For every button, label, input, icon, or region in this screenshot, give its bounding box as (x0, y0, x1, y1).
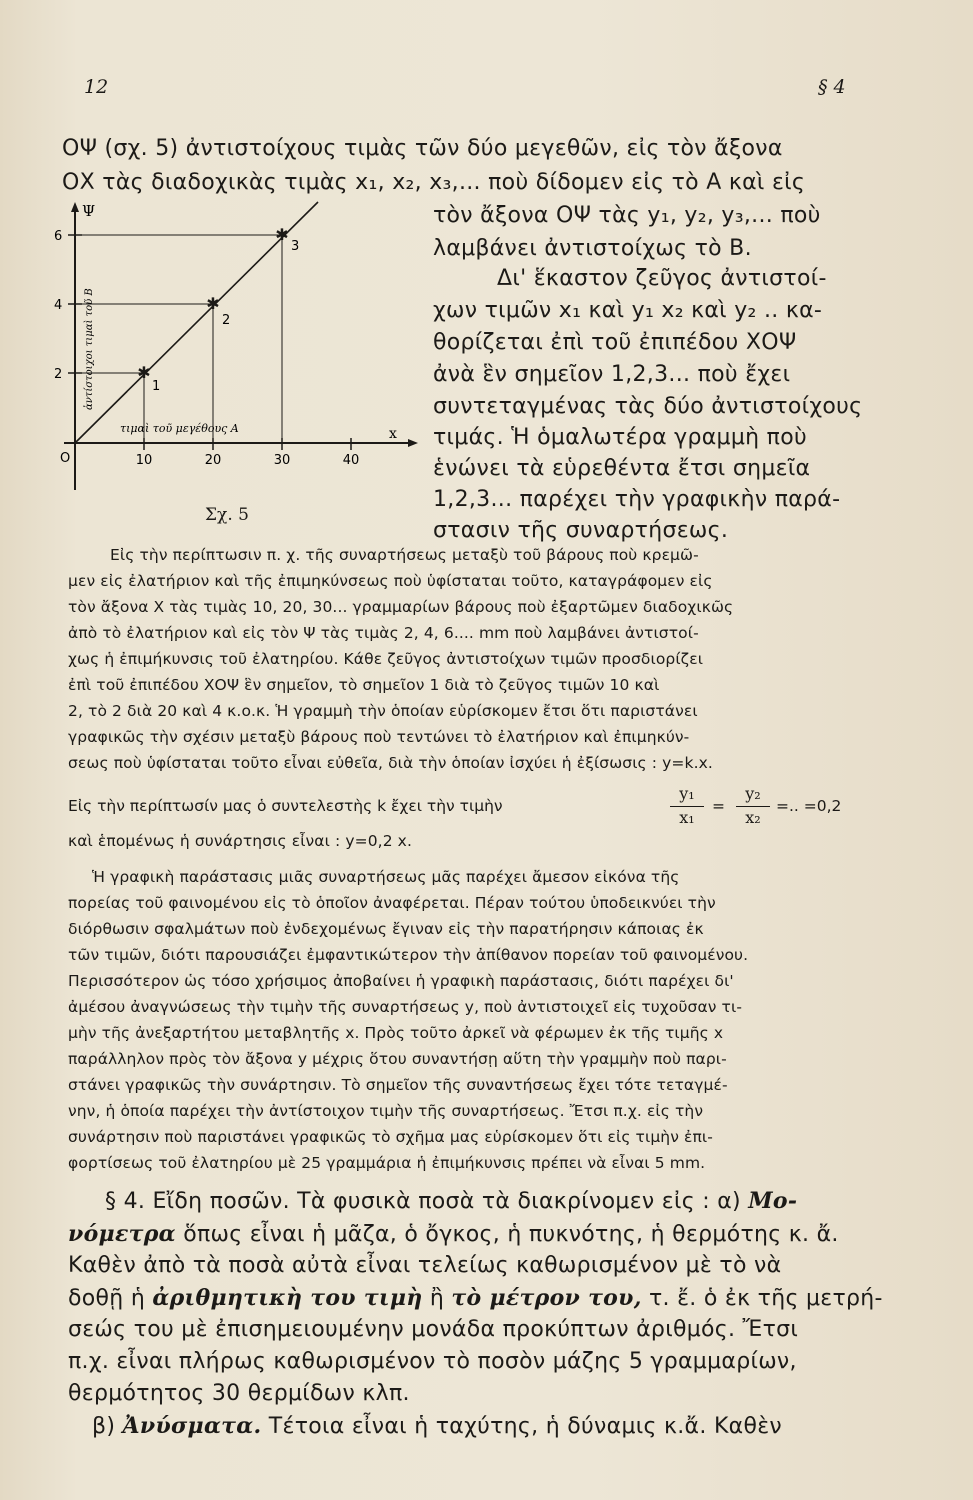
x-tick-label: 40 (342, 453, 360, 468)
text-line: χων τιμῶν x₁ καὶ y₁ x₂ καὶ y₂ .. κα- (433, 298, 823, 323)
text-line: β) Ἀνύσματα. Τέτοια εἶναι ἡ ταχύτης, ἡ δύναμις κ.ἄ. Καθὲν (92, 1413, 783, 1439)
point-marker-3: ✱ (275, 225, 289, 244)
text-line: τὸν ἄξονα ΟΨ τὰς y₁, y₂, y₃,... ποὺ (433, 203, 821, 228)
point-label-2: 2 (222, 313, 231, 328)
text-line: σεώς του μὲ ἐπισημειουμένην μονάδα προκύπτων ἀριθμός. Ἔτσι (68, 1317, 799, 1342)
term-scalar: Μο- (748, 1188, 798, 1214)
y-caption: ἀντίστοιχοι τιμαὶ τοῦ B (84, 288, 95, 410)
x-caption: τιμαὶ τοῦ μεγέθους A (120, 422, 239, 435)
text-line: παράλληλον πρὸς τὸν ἄξονα y μέχρις ὅτου συναντήσῃ αὕτη τὴν γραμμὴν ποὺ παρι- (68, 1050, 727, 1068)
text-line: γραφικῶς τὴν σχέσιν μεταξὺ βάρους ποὺ τεντώνει τὸ ἐλατήριον καὶ ἐπιμηκύν- (68, 728, 690, 746)
equation-result: =.. =0,2 (776, 797, 842, 815)
text-line: καὶ ἑπομένως ἡ συνάρτησις εἶναι : y=0,2 x. (68, 832, 412, 850)
text-line: πορείας τοῦ φαινομένου εἰς τὸ ὁποῖον ἀναφέρεται. Πέραν τούτου ὑποδεικνύει τὴν (68, 894, 716, 912)
text-line: Περισσότερον ὡς τόσο χρήσιμος ἀποβαίνει ἡ γραφικὴ παράστασις, διότι παρέχει δι' (68, 972, 734, 990)
text-line: ἀμέσου ἀναγνώσεως τὴν τιμὴν τῆς συναρτήσεως y, ποὺ ἀντιστοιχεῖ εἰς τυχοῦσαν τι- (68, 998, 743, 1016)
text-line: στάνει γραφικῶς τὴν συνάρτησιν. Τὸ σημεῖον τῆς συναντήσεως ἔχει τότε τεταγμέ- (68, 1076, 728, 1094)
fraction-bar (736, 806, 770, 807)
fraction-denominator: x₂ (745, 808, 761, 827)
y-tick-label: 2 (54, 367, 63, 382)
text-line: χως ἡ ἐπιμήκυνσις τοῦ ἐλατηρίου. Κάθε ζεῦγος ἀντιστοίχων τιμῶν προσδιορίζει (68, 650, 704, 668)
section-heading: § 4. Εἴδη ποσῶν. Τὰ φυσικὰ ποσὰ τὰ διακρίνομεν εἰς : α) (105, 1189, 741, 1214)
text-line: ἀπὸ τὸ ἐλατήριον καὶ εἰς τὸν Ψ τὰς τιμὰς 2, 4, 6.... mm ποὺ λαμβάνει ἀντιστοί- (68, 624, 699, 642)
section-heading-line (105, 1188, 797, 1214)
text-line: Καθὲν ἀπὸ τὰ ποσὰ αὐτὰ εἶναι τελείως καθωρισμένον μὲ τὸ νὰ (68, 1253, 782, 1278)
fraction-bar (670, 806, 704, 807)
point-label-1: 1 (152, 379, 161, 394)
figure-5-graph (50, 200, 425, 500)
text-line: τὸν ἄξονα Χ τὰς τιμὰς 10, 20, 30... γραμμαρίων βάρους ποὺ ἐξαρτῶμεν διαδοχικῶς (68, 598, 734, 616)
text-line: θερμότητος 30 θερμίδων κλπ. (68, 1381, 410, 1406)
text-line: λαμβάνει ἀντιστοίχως τὸ Β. (433, 236, 752, 261)
text-line: ἀνὰ ἓν σημεῖον 1,2,3... ποὺ ἔχει (433, 362, 791, 387)
y-tick-label: 4 (54, 298, 63, 313)
y-axis-arrow-icon (71, 202, 79, 212)
term-numeric-value: ἀριθμητικὴ του τιμὴ (152, 1285, 423, 1311)
text-line: δοθῇ ἡ ἀριθμητικὴ του τιμὴ ἢ τὸ μέτρον του, τ. ἔ. ὁ ἐκ τῆς μετρή- (68, 1285, 883, 1311)
text-line: Δι' ἕκαστον ζεῦγος ἀντιστοί- (497, 266, 827, 291)
x-tick-label: 30 (273, 453, 291, 468)
text-line: Ἡ γραφικὴ παράστασις μιᾶς συναρτήσεως μᾶς παρέχει ἄμεσον εἰκόνα τῆς (92, 868, 680, 886)
text-line: 1,2,3... παρέχει τὴν γραφικὴν παρά- (433, 487, 841, 512)
point-marker-2: ✱ (206, 294, 220, 313)
x-tick-label: 20 (204, 453, 222, 468)
term-scalar: νόμετρα (68, 1221, 176, 1247)
term-measure: τὸ μέτρον του, (451, 1285, 642, 1311)
text-line: π.χ. εἶναι πλήρως καθωρισμένον τὸ ποσὸν μάζης 5 γραμμαρίων, (68, 1349, 797, 1374)
term-vectors: Ἀνύσματα. (122, 1413, 262, 1439)
text-line: μεν εἰς ἐλατήριον καὶ τῆς ἐπιμηκύνσεως ποὺ ὑφίσταται τοῦτο, καταγράφομεν εἰς (68, 572, 713, 590)
figure-caption: Σχ. 5 (205, 505, 249, 525)
text-line: στασιν τῆς συναρτήσεως. (433, 518, 729, 543)
equals-sign: = (712, 797, 725, 815)
text-line: τῶν τιμῶν, διότι παρουσιάζει ἐμφαντικώτερον τὴν ἀπίθανον πορείαν τοῦ φαινομένου. (68, 946, 749, 964)
text-line: ΟΨ (σχ. 5) ἀντιστοίχους τιμὰς τῶν δύο μεγεθῶν, εἰς τὸν ἄξονα (62, 136, 783, 161)
text-line: συντεταγμένας τὰς δύο ἀντιστοίχους (433, 394, 863, 419)
point-label-3: 3 (291, 239, 300, 254)
point-marker-1: ✱ (137, 363, 151, 382)
text-line: φορτίσεως τοῦ ἐλατηρίου μὲ 25 γραμμάρια ἡ ἐπιμήκυνσις πρέπει νὰ εἶναι 5 mm. (68, 1154, 706, 1172)
y-axis-label: Ψ (82, 202, 96, 220)
text-line: νόμετρα ὅπως εἶναι ἡ μᾶζα, ὁ ὄγκος, ἡ πυκνότης, ἡ θερμότης κ. ἄ. (68, 1221, 839, 1247)
text-line: ΟΧ τὰς διαδοχικὰς τιμὰς x₁, x₂, x₃,... ποὺ δίδομεν εἰς τὸ Α καὶ εἰς (62, 170, 806, 195)
text-line: τιμάς. Ἡ ὁμαλωτέρα γραμμὴ ποὺ (433, 425, 808, 450)
section-marker: § 4 (818, 76, 846, 98)
x-tick-label: 10 (135, 453, 153, 468)
page-number: 12 (84, 76, 109, 98)
equation-text: Εἰς τὴν περίπτωσίν μας ὁ συντελεστὴς k ἔχει τὴν τιμὴν (68, 797, 503, 815)
text-line: ἐπὶ τοῦ ἐπιπέδου ΧΟΨ ἓν σημεῖον, τὸ σημεῖον 1 διὰ τὸ ζεῦγος τιμῶν 10 καὶ (68, 676, 660, 694)
y-tick-label: 6 (54, 229, 63, 244)
text-line: θορίζεται ἐπὶ τοῦ ἐπιπέδου ΧΟΨ (433, 330, 797, 355)
text-line: συνάρτησιν ποὺ παριστάνει γραφικῶς τὸ σχῆμα μας εὑρίσκομεν ὅτι εἰς τιμὴν ἐπι- (68, 1128, 713, 1146)
text-line: νην, ἡ ὁποία παρέχει τὴν ἀντίστοιχον τιμὴν τῆς συναρτήσεως. Ἔτσι π.χ. εἰς τὴν (68, 1102, 704, 1120)
fraction-denominator: x₁ (679, 808, 695, 827)
fraction-numerator: y₂ (745, 784, 761, 803)
text-line: μὴν τῆς ἀνεξαρτήτου μεταβλητῆς x. Πρὸς τοῦτο ἀρκεῖ νὰ φέρωμεν ἐκ τῆς τιμῆς x (68, 1024, 724, 1042)
text-line: διόρθωσιν σφαλμάτων ποὺ ἐνδεχομένως ἔγιναν εἰς τὴν παρατήρησιν κάποιας ἐκ (68, 920, 704, 938)
text-line: Εἰς τὴν περίπτωσιν π. χ. τῆς συναρτήσεως μεταξὺ τοῦ βάρους ποὺ κρεμῶ- (110, 546, 699, 564)
origin-label: O (60, 451, 71, 466)
text-line: 2, τὸ 2 διὰ 20 καὶ 4 κ.ο.κ. Ἡ γραμμὴ τὴν ὁποίαν εὑρίσκομεν ἔτσι ὅτι παριστάνει (68, 702, 698, 720)
text-line: σεως ποὺ ὑφίσταται τοῦτο εἶναι εὐθεῖα, διὰ τὴν ὁποίαν ἰσχύει ἡ ἐξίσωσις : y=k.x. (68, 754, 713, 772)
x-axis-label: x (389, 426, 397, 442)
x-axis-arrow-icon (408, 439, 418, 447)
fraction-numerator: y₁ (679, 784, 695, 803)
text-line: ἑνώνει τὰ εὑρεθέντα ἔτσι σημεῖα (433, 456, 811, 481)
